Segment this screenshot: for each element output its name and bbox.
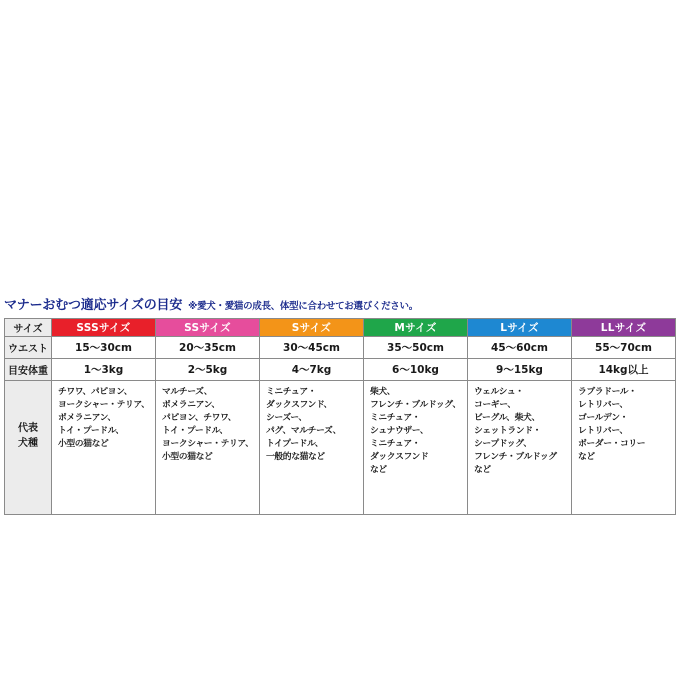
weight-ss: 2〜5kg [156,359,260,381]
breed-line: チワワ、パピヨン、 [58,387,133,397]
breed-line: マルチーズ、 [162,387,213,397]
waist-row [5,337,676,359]
breeds-row [5,381,676,515]
breed-line: パピヨン、チワワ、 [162,413,237,423]
breed-line: 小型の猫など [58,439,109,449]
breed-line: ボーダー・コリー [578,439,646,449]
breeds-m [364,381,468,515]
waist-ss: 20〜35cm [156,337,260,359]
waist-s: 30〜45cm [260,337,364,359]
weight-row [5,359,676,381]
size-header-ll: LLサイズ [572,319,676,337]
breed-line: パグ、マルチーズ、 [266,426,342,436]
breed-line: ウェルシュ・ [474,387,524,397]
breed-line: レトリバー、 [578,426,628,436]
breed-line: フレンチ・ブルドッグ [474,452,557,462]
breed-line: ポメラニアン、 [58,413,116,423]
breed-line: フレンチ・ブルドッグ、 [370,400,461,410]
waist-l: 45〜60cm [468,337,572,359]
waist-sss: 15〜30cm [52,337,156,359]
row-label-size: サイズ [5,319,52,337]
breeds-ll [572,381,676,515]
size-header-s: Sサイズ [260,319,364,337]
breed-line: ヨークシャー・テリア、 [162,439,254,449]
breed-line: など [370,465,387,475]
breed-line: 一般的な猫など [266,452,325,462]
breed-line: コーギー、 [474,400,516,410]
row-label-breeds [5,381,52,515]
breed-line: ミニチュア・ [370,439,421,449]
breed-line: シュナウザー、 [370,426,429,436]
breed-line: ダックスフンド、 [266,400,332,410]
breed-line: ビーグル、柴犬、 [474,413,540,423]
size-header-l: Lサイズ [468,319,572,337]
breeds-sss [52,381,156,515]
size-header-ss: SSサイズ [156,319,260,337]
breed-line: シェットランド・ [474,426,541,436]
size-header-m: Mサイズ [364,319,468,337]
breed-line: ラブラドール・ [578,387,637,397]
breed-line: ヨークシャー・テリア、 [58,400,150,410]
title-row [4,294,675,314]
waist-ll: 55〜70cm [572,337,676,359]
chart-note: ※愛犬・愛猫の成長、体型に合わせてお選びください。 [188,301,418,312]
row-label-breeds-line1: 代表 [18,423,38,434]
weight-m: 6〜10kg [364,359,468,381]
breed-line: ゴールデン・ [578,413,629,423]
weight-ll: 14kg以上 [572,359,676,381]
size-chart [4,294,675,515]
breeds-ss [156,381,260,515]
breed-line: シーズー、 [266,413,307,423]
size-table [4,318,676,515]
size-header-row [5,319,676,337]
breed-line: 柴犬、 [370,387,396,397]
weight-sss: 1〜3kg [52,359,156,381]
waist-m: 35〜50cm [364,337,468,359]
row-label-weight: 目安体重 [5,359,52,381]
breed-line: 小型の猫など [162,452,213,462]
breed-line: など [474,465,491,475]
breed-line: ミニチュア・ [370,413,421,423]
breed-line: ミニチュア・ [266,387,317,397]
breed-line: トイ・プードル、 [58,426,124,436]
breeds-s [260,381,364,515]
breeds-l [468,381,572,515]
breed-line: シープドッグ、 [474,439,532,449]
size-header-sss: SSSサイズ [52,319,156,337]
breed-line: トイ・プードル、 [162,426,228,436]
row-label-breeds-line2: 犬種 [18,438,38,449]
chart-title: マナーおむつ適応サイズの目安 [4,298,183,313]
row-label-waist: ウエスト [5,337,52,359]
breed-line: ポメラニアン、 [162,400,220,410]
breed-line: ダックスフンド [370,452,429,462]
weight-l: 9〜15kg [468,359,572,381]
breed-line: など [578,452,595,462]
weight-s: 4〜7kg [260,359,364,381]
breed-line: レトリバー、 [578,400,628,410]
breed-line: トイプードル、 [266,439,324,449]
